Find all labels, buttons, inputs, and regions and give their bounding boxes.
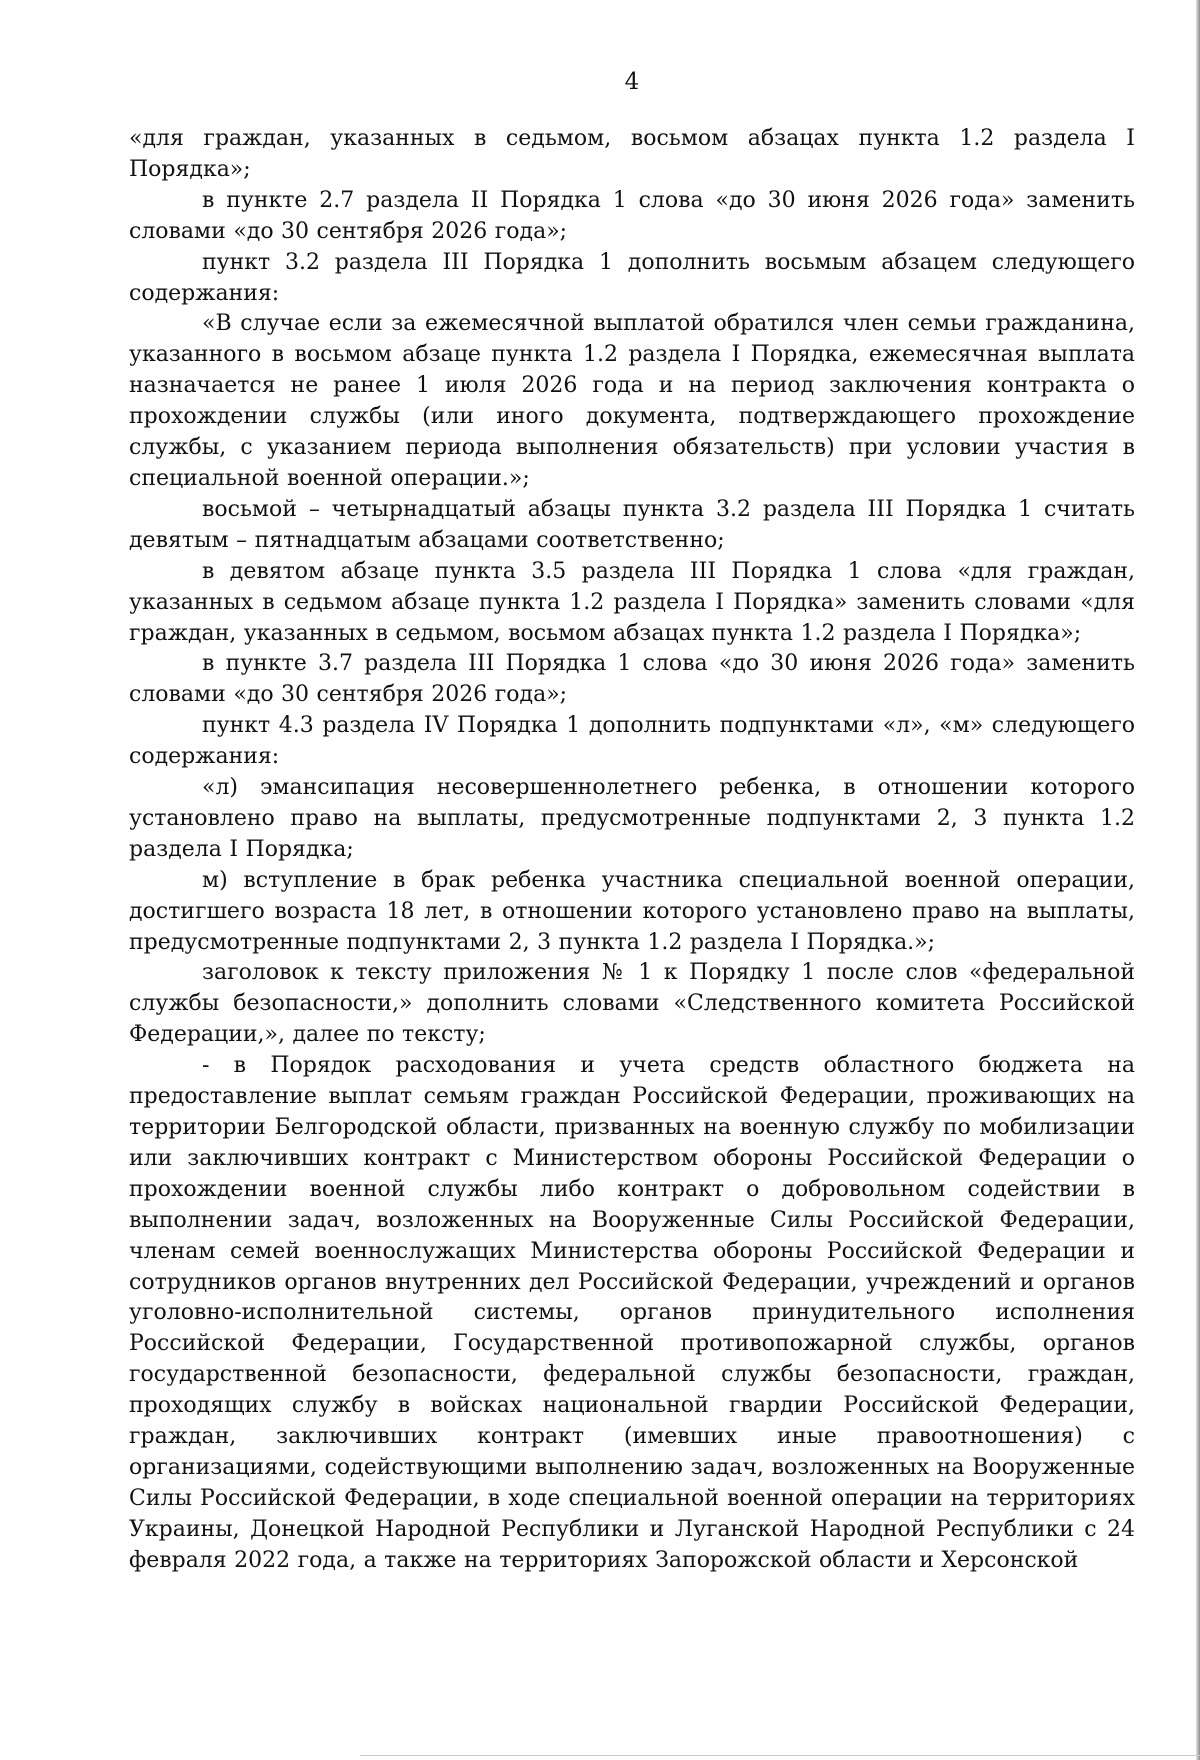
paragraph-item-2-7: в пункте 2.7 раздела II Порядка 1 слова «до 30 июня 2026 года» заменить словами «до 30 сентября 2026 года»; <box>129 187 1135 244</box>
paragraph-order-amendment: - в Порядок расходования и учета средств областного бюджета на предоставление выплат семьям граждан Российской Федерации, проживающих на территории Белгородской области, призванных на военную службу по мобилизации или заключивших контракт с Министерством обороны Российской Федерации о прохождении военной службы либо контракт о добровольном содействии в выполнении задач, возложенных на Вооруженные Силы Российской Федерации, членам семей военнослужащих Министерства обороны Российской Федерации и сотрудников органов внутренних дел Российской Федерации, учреждений и органов уголовно-исполнительной системы, органов принудительного исполнения Российской Федерации, Государственной противопожарной службы, органов государственной безопасности, федеральной службы безопасности, граждан, проходящих службу в войсках национальной гвардии Российской Федерации, граждан, заключивших контракт (имевших иные правоотношения) с организациями, содействующими выполнению задач, возложенных на Вооруженные Силы Российской Федерации, в ходе специальной военной операции на территориях Украины, Донецкой Народной Республики и Луганской Народной Республики с 24 февраля 2022 года, а также на территориях Запорожской области и Херсонской <box>129 1053 1135 1573</box>
paragraph-item-3-2: пункт 3.2 раздела III Порядка 1 дополнить восьмым абзацем следующего содержания: <box>129 249 1135 306</box>
paragraph-subitem-l: «л) эмансипация несовершеннолетнего ребенка, в отношении которого установлено право на выплаты, предусмотренные подпунктами 2, 3 пункта 1.2 раздела I Порядка; <box>129 775 1135 862</box>
paragraph-annex-heading: заголовок к тексту приложения № 1 к Порядку 1 после слов «федеральной службы безопасности,» дополнить словами «Следственного комитета Российской Федерации,», далее по тексту; <box>129 960 1135 1048</box>
document-body <box>129 124 1135 1577</box>
page-number: 4 <box>624 69 640 95</box>
bottom-scan-line <box>360 1755 1200 1756</box>
paragraph-continuation: «для граждан, указанных в седьмом, восьмом абзацах пункта 1.2 раздела I Порядка»; <box>129 126 1135 182</box>
paragraph-item-3-7: в пункте 3.7 раздела III Порядка 1 слова «до 30 июня 2026 года» заменить словами «до 30 сентября 2026 года»; <box>129 651 1135 708</box>
paragraph-item-3-5: в девятом абзаце пункта 3.5 раздела III Порядка 1 слова «для граждан, указанных в седьмом абзаце пункта 1.2 раздела I Порядка» заменить словами «для граждан, указанных в седьмом, восьмом абзацах пункта 1.2 раздела I Порядка»; <box>129 558 1135 646</box>
paragraph-item-4-3: пункт 4.3 раздела IV Порядка 1 дополнить подпунктами «л», «м» следующего содержания: <box>129 713 1135 770</box>
paragraph-subitem-m: м) вступление в брак ребенка участника специальной военной операции, достигшего возраста 18 лет, в отношении которого установлено право на выплаты, предусмотренные подпунктами 2, 3 пункта 1.2 раздела I Порядка.»; <box>129 867 1135 955</box>
paragraph-quoted-addition: «В случае если за ежемесячной выплатой обратился член семьи гражданина, указанного в восьмом абзаце пункта 1.2 раздела I Порядка, ежемесячная выплата назначается не ранее 1 июля 2026 года и на период заключения контракта о прохождении службы (или иного документа, подтверждающего прохождение службы, с указанием периода выполнения обязательств) при условии участия в специальной военной операции.»; <box>129 311 1135 491</box>
paragraph-renumbering: восьмой – четырнадцатый абзацы пункта 3.2 раздела III Порядка 1 считать девятым – пятнадцатым абзацами соответственно; <box>129 496 1135 553</box>
page-edge-shadow <box>1196 0 1200 1760</box>
